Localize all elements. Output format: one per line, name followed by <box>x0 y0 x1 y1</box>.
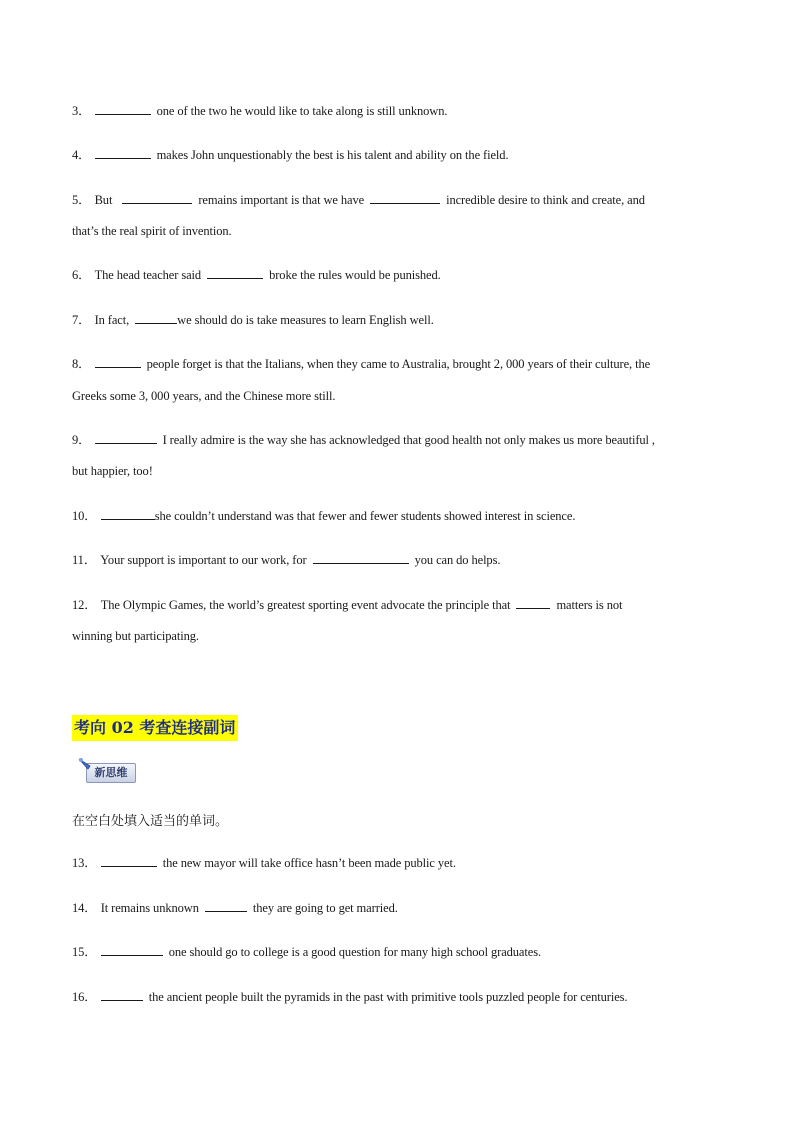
answer-blank[interactable] <box>95 148 151 159</box>
answer-blank[interactable] <box>95 433 157 444</box>
answer-blank[interactable] <box>101 945 163 956</box>
answer-blank[interactable] <box>101 990 143 1001</box>
answer-blank[interactable] <box>95 357 141 368</box>
question-16: 16． the ancient people built the pyramids in the past with primitive tools puzzled people for centuries. <box>72 990 628 1004</box>
question-4: 4． makes John unquestionably the best is his talent and ability on the field. <box>72 148 509 162</box>
question-8-continued: Greeks some 3, 000 years, and the Chinese more still. <box>72 389 336 403</box>
question-14: 14． It remains unknown they are going to get married. <box>72 901 398 915</box>
question-5-continued: that’s the real spirit of invention. <box>72 224 232 238</box>
question-12-continued: winning but participating. <box>72 629 199 643</box>
question-5: 5． But remains important is that we have incredible desire to think and create, and <box>72 193 645 207</box>
question-8: 8． people forget is that the Italians, when they came to Australia, brought 2, 000 years of their culture, the <box>72 357 651 371</box>
answer-blank[interactable] <box>95 104 151 115</box>
answer-blank[interactable] <box>370 193 440 204</box>
answer-blank[interactable] <box>313 553 409 564</box>
badge-label: 新思维 <box>86 763 136 783</box>
question-7: 7． In fact, we should do is take measures to learn English well. <box>72 313 434 327</box>
question-9: 9． I really admire is the way she has acknowledged that good health not only makes us more beautiful , <box>72 433 655 447</box>
answer-blank[interactable] <box>205 901 247 912</box>
answer-blank[interactable] <box>207 268 263 279</box>
question-3: 3． one of the two he would like to take along is still unknown. <box>72 104 448 118</box>
answer-blank[interactable] <box>122 193 192 204</box>
question-11: 11． Your support is important to our work, for you can do helps. <box>72 553 501 567</box>
question-15: 15． one should go to college is a good question for many high school graduates. <box>72 945 541 959</box>
answer-blank[interactable] <box>101 856 157 867</box>
question-6: 6． The head teacher said broke the rules would be punished. <box>72 268 441 282</box>
question-13: 13． the new mayor will take office hasn’t been made public yet. <box>72 856 456 870</box>
section-title: 考向 02 考查连接副词 <box>72 715 238 741</box>
section-instruction: 在空白处填入适当的单词。 <box>72 814 229 829</box>
answer-blank[interactable] <box>101 509 155 520</box>
question-9-continued: but happier, too! <box>72 464 153 478</box>
answer-blank[interactable] <box>516 598 550 609</box>
question-12: 12． The Olympic Games, the world’s greatest sporting event advocate the principle that matters is not <box>72 598 623 612</box>
answer-blank[interactable] <box>135 313 177 324</box>
pen-icon <box>76 756 98 778</box>
new-thinking-badge <box>76 756 136 784</box>
question-10: 10． she couldn’t understand was that fewer and fewer students showed interest in science. <box>72 509 576 523</box>
